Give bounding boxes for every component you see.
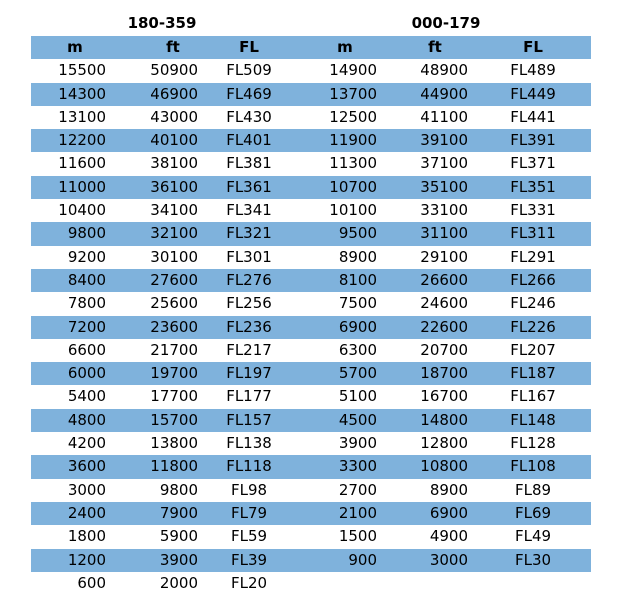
cell-fl-left: FL469	[226, 84, 272, 103]
table-row	[31, 199, 591, 222]
cell-m-right: 12500	[329, 107, 377, 126]
cell-ft-right: 8900	[429, 480, 468, 499]
cell-fl-right: FL69	[514, 503, 552, 522]
header-m-right: m	[337, 38, 353, 56]
cell-ft-left: 11800	[150, 457, 198, 476]
cell-fl-right: FL167	[510, 387, 556, 406]
cell-fl-right: FL89	[514, 480, 552, 499]
cell-ft-left: 15700	[150, 410, 198, 429]
cell-ft-left: 17700	[150, 387, 198, 406]
cell-fl-left: FL197	[226, 364, 272, 383]
table-row	[31, 246, 591, 269]
cell-fl-left: FL276	[226, 270, 272, 289]
cell-fl-right: FL311	[510, 224, 556, 243]
cell-ft-left: 21700	[150, 340, 198, 359]
table-row	[31, 152, 591, 175]
cell-fl-right: FL108	[510, 457, 556, 476]
cell-m-right: 2100	[338, 503, 377, 522]
cell-m-right: 6900	[338, 317, 377, 336]
cell-fl-left: FL341	[226, 201, 272, 220]
table-row	[31, 409, 591, 432]
table-row	[31, 83, 591, 106]
table-row	[31, 269, 591, 292]
table-header-row	[31, 36, 591, 59]
table-row	[31, 176, 591, 199]
cell-fl-right: FL187	[510, 364, 556, 383]
cell-ft-left: 27600	[150, 270, 198, 289]
cell-ft-right: 22600	[420, 317, 468, 336]
cell-ft-left: 3900	[159, 550, 198, 569]
cell-fl-right: FL371	[510, 154, 556, 173]
cell-ft-left: 36100	[150, 177, 198, 196]
cell-m-left: 8400	[67, 270, 106, 289]
cell-ft-left: 43000	[150, 107, 198, 126]
cell-m-left: 5400	[67, 387, 106, 406]
cell-ft-right: 4900	[429, 527, 468, 546]
cell-ft-right: 3000	[429, 550, 468, 569]
cell-ft-right: 14800	[420, 410, 468, 429]
cell-m-left: 13100	[58, 107, 106, 126]
cell-ft-right: 41100	[420, 107, 468, 126]
group-title-000-179: 000-179	[411, 14, 481, 32]
cell-ft-right: 37100	[420, 154, 468, 173]
cell-ft-left: 23600	[150, 317, 198, 336]
cell-ft-left: 40100	[150, 131, 198, 150]
cell-fl-right: FL441	[510, 107, 556, 126]
group-title-180-359: 180-359	[127, 14, 197, 32]
table-row	[31, 316, 591, 339]
table-row	[31, 106, 591, 129]
cell-ft-right: 31100	[420, 224, 468, 243]
cell-m-left: 3000	[67, 480, 106, 499]
header-m-left: m	[67, 38, 83, 56]
cell-m-right: 8100	[338, 270, 377, 289]
cell-ft-left: 2000	[159, 573, 198, 592]
table-row	[31, 432, 591, 455]
cell-m-right: 3300	[338, 457, 377, 476]
cell-ft-right: 20700	[420, 340, 468, 359]
cell-m-left: 1800	[67, 527, 106, 546]
cell-m-left: 9200	[67, 247, 106, 266]
cell-m-right: 2700	[338, 480, 377, 499]
cell-fl-left: FL361	[226, 177, 272, 196]
cell-fl-right: FL148	[510, 410, 556, 429]
cell-m-right: 4500	[338, 410, 377, 429]
cell-m-left: 11600	[58, 154, 106, 173]
cell-m-left: 4800	[67, 410, 106, 429]
cell-ft-right: 24600	[420, 294, 468, 313]
table-row	[31, 502, 591, 525]
table-row	[31, 222, 591, 245]
cell-ft-left: 38100	[150, 154, 198, 173]
cell-ft-left: 30100	[150, 247, 198, 266]
cell-m-left: 11000	[58, 177, 106, 196]
cell-m-left: 3600	[67, 457, 106, 476]
cell-fl-left: FL79	[230, 503, 268, 522]
cell-m-left: 6600	[67, 340, 106, 359]
cell-fl-left: FL157	[226, 410, 272, 429]
cell-fl-left: FL98	[230, 480, 268, 499]
header-ft-right: ft	[428, 38, 442, 56]
table-row	[31, 59, 591, 82]
table-row	[31, 339, 591, 362]
cell-m-right: 10700	[329, 177, 377, 196]
cell-fl-left: FL118	[226, 457, 272, 476]
cell-m-left: 2400	[67, 503, 106, 522]
cell-m-right: 6300	[338, 340, 377, 359]
cell-fl-left: FL39	[230, 550, 268, 569]
header-ft-left: ft	[166, 38, 180, 56]
cell-ft-right: 26600	[420, 270, 468, 289]
cell-m-left: 7200	[67, 317, 106, 336]
cell-ft-left: 7900	[159, 503, 198, 522]
cell-fl-left: FL301	[226, 247, 272, 266]
cell-m-right: 9500	[338, 224, 377, 243]
cell-m-right: 5100	[338, 387, 377, 406]
table-row	[31, 385, 591, 408]
cell-ft-left: 32100	[150, 224, 198, 243]
cell-m-right: 11300	[329, 154, 377, 173]
cell-ft-left: 13800	[150, 434, 198, 453]
cell-ft-left: 34100	[150, 201, 198, 220]
cell-fl-left: FL509	[226, 61, 272, 80]
cell-fl-right: FL226	[510, 317, 556, 336]
cell-fl-right: FL49	[514, 527, 552, 546]
cell-fl-left: FL138	[226, 434, 272, 453]
cell-ft-left: 46900	[150, 84, 198, 103]
cell-ft-right: 10800	[420, 457, 468, 476]
cell-fl-left: FL401	[226, 131, 272, 150]
cell-fl-left: FL236	[226, 317, 272, 336]
table-row	[31, 479, 591, 502]
cell-m-right: 8900	[338, 247, 377, 266]
cell-m-right: 3900	[338, 434, 377, 453]
cell-m-right: 10100	[329, 201, 377, 220]
cell-fl-right: FL489	[510, 61, 556, 80]
cell-ft-right: 18700	[420, 364, 468, 383]
cell-m-left: 10400	[58, 201, 106, 220]
table-row	[31, 549, 591, 572]
cell-ft-right: 48900	[420, 61, 468, 80]
cell-m-left: 4200	[67, 434, 106, 453]
cell-fl-right: FL128	[510, 434, 556, 453]
cell-ft-right: 39100	[420, 131, 468, 150]
table-row	[31, 525, 591, 548]
table-body	[31, 59, 591, 595]
cell-m-left: 15500	[58, 61, 106, 80]
cell-fl-left: FL321	[226, 224, 272, 243]
cell-ft-left: 9800	[159, 480, 198, 499]
cell-fl-right: FL449	[510, 84, 556, 103]
cell-fl-right: FL291	[510, 247, 556, 266]
header-fl-left: FL	[239, 38, 259, 56]
cell-ft-right: 12800	[420, 434, 468, 453]
cell-fl-right: FL266	[510, 270, 556, 289]
cell-fl-left: FL256	[226, 294, 272, 313]
cell-fl-left: FL430	[226, 107, 272, 126]
cell-m-right: 13700	[329, 84, 377, 103]
cell-m-left: 12200	[58, 131, 106, 150]
cell-m-right: 5700	[338, 364, 377, 383]
cell-fl-right: FL246	[510, 294, 556, 313]
cell-fl-left: FL217	[226, 340, 272, 359]
cell-ft-left: 25600	[150, 294, 198, 313]
altitude-conversion-table	[31, 36, 591, 595]
cell-fl-left: FL381	[226, 154, 272, 173]
header-fl-right: FL	[523, 38, 543, 56]
cell-ft-left: 19700	[150, 364, 198, 383]
cell-ft-right: 33100	[420, 201, 468, 220]
cell-ft-left: 5900	[159, 527, 198, 546]
cell-ft-right: 44900	[420, 84, 468, 103]
cell-ft-right: 35100	[420, 177, 468, 196]
cell-ft-right: 16700	[420, 387, 468, 406]
cell-ft-right: 29100	[420, 247, 468, 266]
cell-m-left: 1200	[67, 550, 106, 569]
cell-m-left: 7800	[67, 294, 106, 313]
table-row	[31, 572, 591, 595]
cell-m-right: 900	[348, 550, 377, 569]
table-row	[31, 292, 591, 315]
cell-fl-left: FL177	[226, 387, 272, 406]
table-row	[31, 455, 591, 478]
cell-ft-left: 50900	[150, 61, 198, 80]
cell-fl-right: FL207	[510, 340, 556, 359]
cell-m-right: 1500	[338, 527, 377, 546]
cell-fl-right: FL351	[510, 177, 556, 196]
cell-m-left: 6000	[67, 364, 106, 383]
cell-m-left: 600	[77, 573, 106, 592]
table-row	[31, 362, 591, 385]
cell-ft-right: 6900	[429, 503, 468, 522]
cell-fl-right: FL391	[510, 131, 556, 150]
cell-m-right: 7500	[338, 294, 377, 313]
cell-fl-left: FL20	[230, 573, 268, 592]
cell-m-right: 11900	[329, 131, 377, 150]
table-row	[31, 129, 591, 152]
cell-m-left: 14300	[58, 84, 106, 103]
cell-fl-right: FL331	[510, 201, 556, 220]
cell-m-left: 9800	[67, 224, 106, 243]
cell-m-right: 14900	[329, 61, 377, 80]
cell-fl-left: FL59	[230, 527, 268, 546]
cell-fl-right: FL30	[514, 550, 552, 569]
